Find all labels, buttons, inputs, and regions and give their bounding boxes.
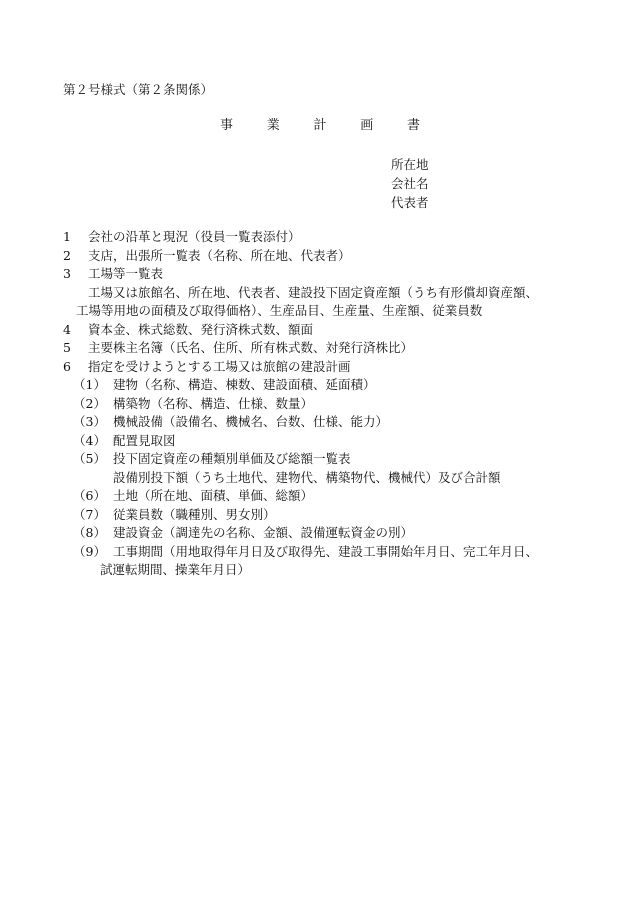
item-text: 会社の沿革と現況（役員一覧表添付） — [88, 229, 301, 244]
subitem-number: （7） — [73, 506, 106, 522]
subitem-number: （5） — [73, 451, 106, 466]
subitem-text: 建設資金（調達先の名称、金額、設備運転資金の別） — [113, 525, 414, 540]
applicant-company-label: 会社名 — [391, 176, 429, 191]
item-number: 4 — [63, 321, 71, 337]
subitem-number: （6） — [73, 488, 106, 503]
subitem-text: 配置見取図 — [113, 432, 176, 448]
item-text: 資本金、株式総数、発行済株式数、額面 — [88, 321, 314, 337]
subitem-number: （4） — [73, 432, 106, 448]
item-number: 1 — [63, 229, 71, 244]
title-char: 計 — [313, 118, 327, 133]
list-item — [63, 247, 583, 266]
sub-list-item — [63, 413, 583, 432]
sub-list-item — [63, 487, 583, 506]
subitem-text: 従業員数（職種別、男女別） — [113, 506, 276, 522]
subitem-number: （9） — [73, 543, 106, 559]
subitem-number: （1） — [73, 377, 106, 392]
document-title — [220, 117, 420, 135]
sub-list-item — [63, 524, 583, 543]
form-number: 第２号様式（第２条関係） — [63, 82, 214, 97]
item-text: 主要株主名簿（氏名、住所、所有株式数、対発行済株比） — [88, 340, 414, 355]
item-number: 3 — [63, 266, 71, 281]
subitem-text: 機械設備（設備名、機械名、台数、仕様、能力） — [113, 414, 389, 429]
list-item — [63, 228, 583, 247]
item-text: 工場等一覧表 — [88, 266, 164, 281]
list-item — [63, 358, 583, 377]
subitem-text: 投下固定資産の種類別単価及び総額一覧表 — [113, 451, 351, 466]
item-number: 6 — [63, 358, 71, 374]
subitem-number: （2） — [73, 395, 106, 411]
subitem-number: （8） — [73, 525, 106, 540]
title-char: 事 — [220, 118, 234, 133]
title-char: 業 — [266, 118, 280, 133]
item-continuation: 工場又は旅館名、所在地、代表者、建設投下固定資産額（うち有形償却資産額、 — [88, 284, 539, 300]
subitem-text: 構築物（名称、構造、仕様、数量） — [113, 395, 314, 411]
subitem-text: 土地（所在地、面積、単価、総額） — [113, 488, 314, 503]
subitem-text: 建物（名称、構造、棟数、建設面積、延面積） — [113, 377, 376, 392]
list-item — [63, 339, 583, 358]
list-item — [63, 265, 583, 284]
item-list — [63, 228, 583, 580]
sub-list-item — [63, 543, 583, 562]
subitem-continuation: 設備別投下額（うち土地代、建物代、構築物代、機械代）及び合計額 — [113, 469, 501, 485]
item-continuation: 工場等用地の面積及び取得価格）、生産品目、生産量、生産額、従業員数 — [76, 303, 483, 318]
item-text: 支店，出張所一覧表（名称、所在地、代表者） — [88, 247, 351, 263]
sub-list-item — [63, 432, 583, 451]
applicant-address-label: 所在地 — [391, 157, 429, 172]
item-number: 2 — [63, 247, 71, 263]
subitem-number: （3） — [73, 414, 106, 429]
subitem-continuation: 試運転期間、操業年月日） — [100, 562, 251, 577]
sub-list-item — [63, 450, 583, 469]
applicant-representative-label: 代表者 — [391, 195, 429, 210]
item-text: 指定を受けようとする工場又は旅館の建設計画 — [88, 358, 351, 374]
sub-list-item — [63, 395, 583, 414]
sub-list-item — [63, 376, 583, 395]
item-number: 5 — [63, 340, 71, 355]
subitem-text: 工事期間（用地取得年月日及び取得先、建設工事開始年月日、完工年月日、 — [113, 543, 539, 559]
applicant-block — [391, 155, 429, 212]
title-char: 書 — [406, 118, 420, 133]
list-item — [63, 321, 583, 340]
sub-list-item — [63, 506, 583, 525]
title-char: 画 — [360, 118, 374, 133]
